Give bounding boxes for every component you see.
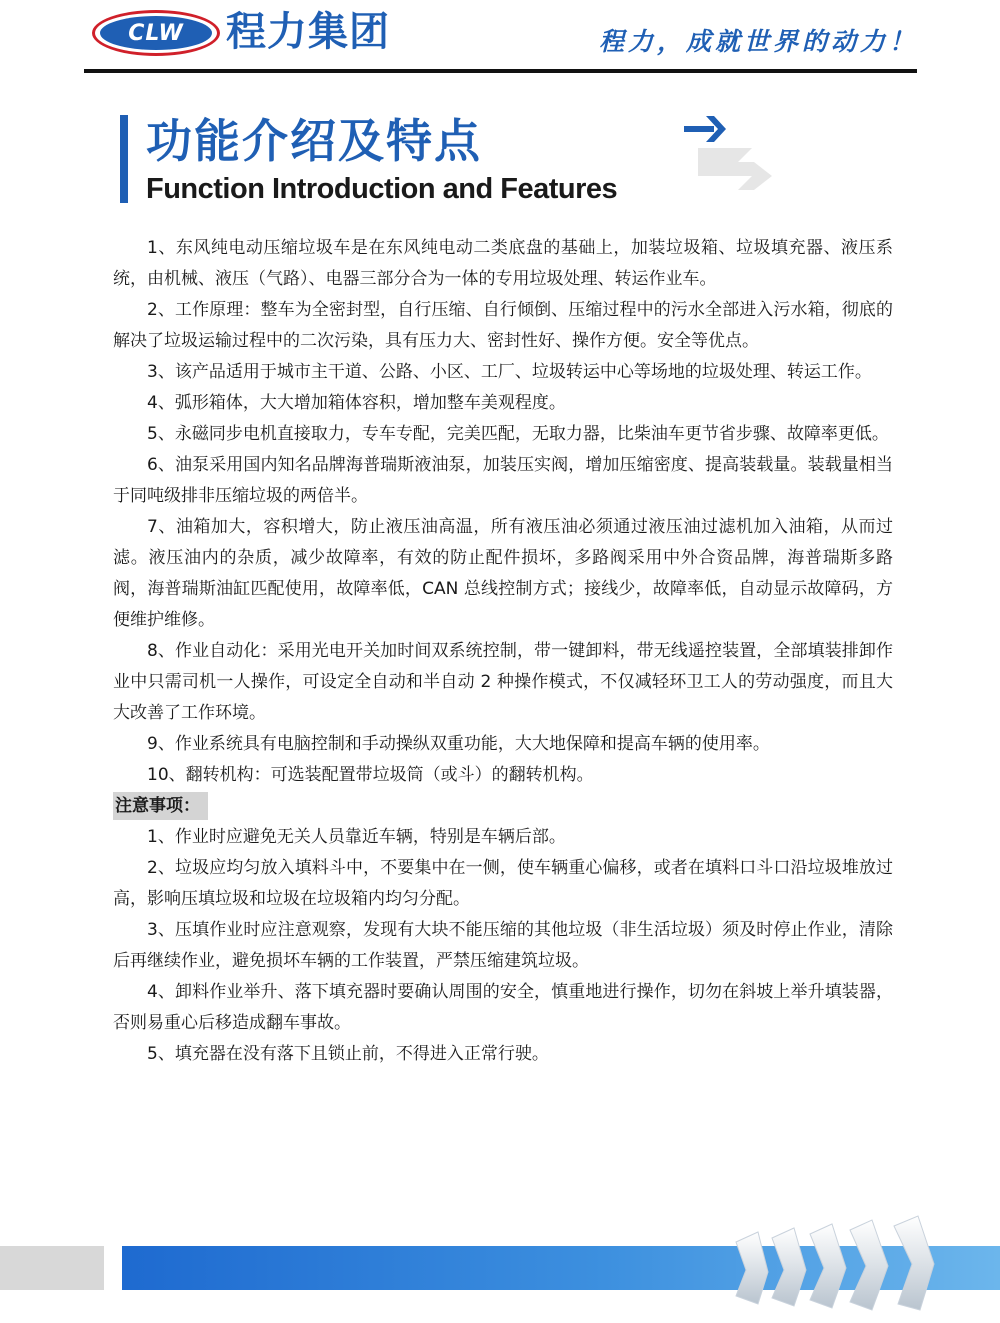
notice-item: 3、压填作业时应注意观察，发现有大块不能压缩的其他垃圾（非生活垃圾）须及时停止作业，清除后再继续作业，避免损坏车辆的工作装置，严禁压缩建筑垃圾。 [113, 920, 893, 971]
notice-item: 2、垃圾应均匀放入填料斗中，不要集中在一侧，使车辆重心偏移，或者在填料口斗口沿垃圾堆放过高，影响压填垃圾和垃圾在垃圾箱内均匀分配。 [113, 858, 893, 909]
feature-item: 10、翻转机构：可选装配置带垃圾筒（或斗）的翻转机构。 [147, 765, 594, 785]
title-accent-bar [120, 115, 128, 203]
header-divider [84, 69, 917, 73]
feature-item: 6、油泵采用国内知名品牌海普瑞斯液油泵，加装压实阀，增加压缩密度、提高装载量。装载量相当于同吨级排非压缩垃圾的两倍半。 [113, 455, 893, 506]
arrow-right-icon [680, 110, 780, 190]
feature-item: 8、作业自动化：采用光电开关加时间双系统控制，带一键卸料，带无线遥控装置，全部填装排卸作业中只需司机一人操作，可设定全自动和半自动 2 种操作模式，不仅减轻环卫工人的劳动强度，而且大大改善了工作环境。 [113, 641, 893, 723]
chevron-decoration-icon [728, 1212, 948, 1312]
clw-logo [92, 10, 220, 56]
page-header [0, 0, 1000, 80]
feature-item: 1、东风纯电动压缩垃圾车是在东风纯电动二类底盘的基础上，加装垃圾箱、垃圾填充器、液压系统，由机械、液压（气路）、电器三部分合为一体的专用垃圾处理、转运作业车。 [113, 238, 893, 289]
footer-gray-bar [0, 1246, 104, 1290]
page-title: 功能介绍及特点 [146, 114, 482, 168]
slogan: 程力，成就世界的动力！ [598, 27, 918, 56]
feature-item: 5、永磁同步电机直接取力，专车专配，完美匹配，无取力器，比柴油车更节省步骤、故障率更低。 [147, 424, 889, 444]
page-subtitle: Function Introduction and Features [146, 173, 618, 205]
company-name: 程力集团 [226, 9, 390, 55]
feature-item: 9、作业系统具有电脑控制和手动操纵双重功能，大大地保障和提高车辆的使用率。 [147, 734, 770, 754]
logo-abbr: CLW [100, 16, 212, 50]
notice-item: 5、填充器在没有落下且锁止前，不得进入正常行驶。 [147, 1044, 549, 1064]
feature-item: 7、油箱加大，容积增大，防止液压油高温，所有液压油必须通过液压油过滤机加入油箱，从而过滤。液压油内的杂质，减少故障率，有效的防止配件损坏，多路阀采用中外合资品牌，海普瑞斯多路阀，海普瑞斯油缸匹配使用，故障率低，CAN 总线控制方式；接线少，故障率低，自动显示故障码，方便维护维修。 [113, 517, 893, 630]
content-body [113, 233, 893, 1070]
feature-item: 3、该产品适用于城市主干道、公路、小区、工厂、垃圾转运中心等场地的垃圾处理、转运工作。 [147, 362, 872, 382]
feature-item: 2、工作原理：整车为全密封型，自行压缩、自行倾倒、压缩过程中的污水全部进入污水箱，彻底的解决了垃圾运输过程中的二次污染，具有压力大、密封性好、操作方便。安全等优点。 [113, 300, 893, 351]
feature-item: 4、弧形箱体，大大增加箱体容积，增加整车美观程度。 [147, 393, 566, 413]
notice-item: 1、作业时应避免无关人员靠近车辆，特别是车辆后部。 [147, 827, 566, 847]
notice-heading: 注意事项： [113, 792, 208, 820]
notice-item: 4、卸料作业举升、落下填充器时要确认周围的安全，慎重地进行操作，切勿在斜坡上举升填装器， 否则易重心后移造成翻车事故。 [113, 982, 893, 1033]
